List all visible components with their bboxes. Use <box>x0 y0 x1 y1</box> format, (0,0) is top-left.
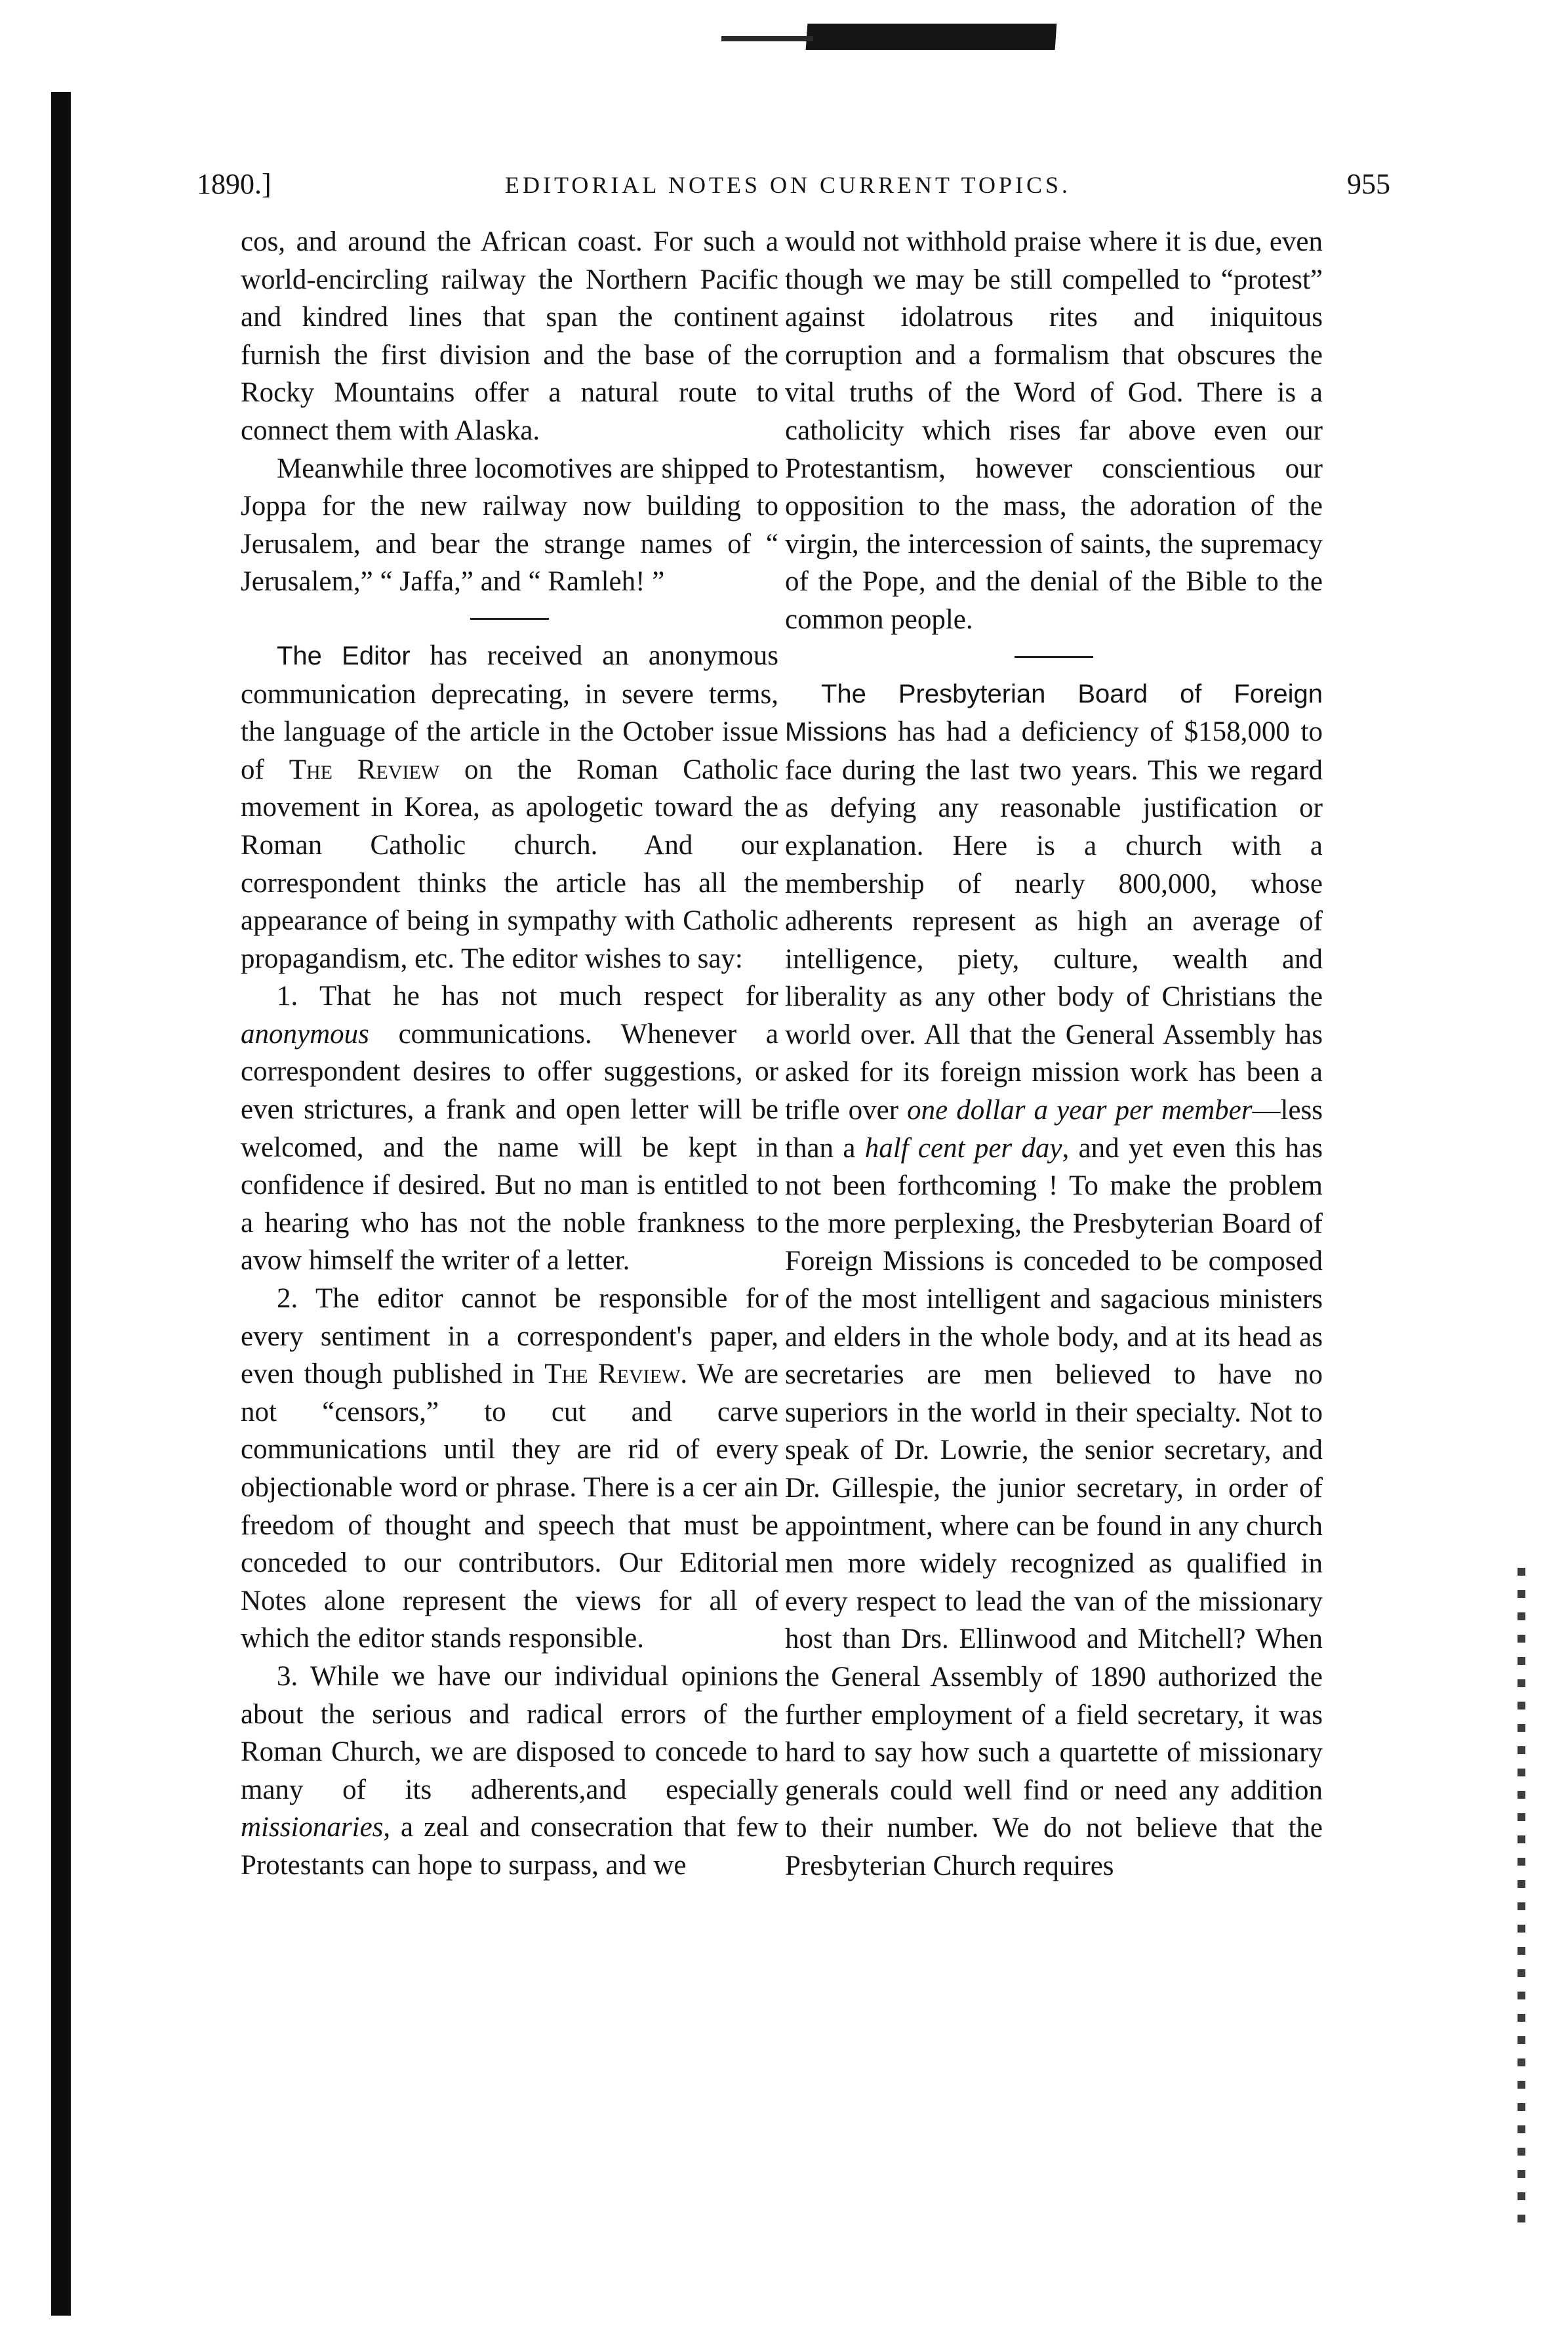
scan-edge-mark-left <box>51 92 71 2316</box>
page-number: 955 <box>1347 168 1390 200</box>
running-head: EDITORIAL NOTES ON CURRENT TOPICS. <box>505 172 1072 198</box>
left-column <box>241 223 778 1885</box>
paragraph-point-2: 2. The editor cannot be responsible for every sentiment in a correspondent's paper, even though published in The Review. We are not “censors,” to cut and carve communications until they are rid of every objectionable word or phrase. There is a cer ain freedom of thought and speech that must be conceded to our contributors. Our Editorial Notes alone represent the views for all of which the editor stands responsible. <box>241 1283 779 1654</box>
journal-name: The Review <box>544 1359 681 1390</box>
paragraph-point-1: 1. That he has not much respect for anonymous communications. Whenever a correspondent desires to offer suggestions, or even strictures, a frank and open letter will be welcomed, and the name will be kept in confidence if desired. But no man is entitled to a hearing who has not the noble frankness to avow himself the writer of a letter. <box>241 981 778 1277</box>
run-in-heading: The Editor <box>277 641 411 670</box>
scan-edge-mark-right <box>1502 1568 1541 2237</box>
section-divider <box>470 618 549 620</box>
paragraph-catholicity: would not withhold praise where it is due, even though we may be still compelled to “protest” against idolatrous rites and iniquitous corruption and a formalism that obscures the vital truths of the Word of God. There is a catholicity which rises far above even our Protestantism, however conscientious our opposition to the mass, the adoration of the virgin, the intercession of saints, the supremacy of the Pope, and the denial of the Bible to the common people. <box>785 226 1323 635</box>
scan-edge-mark-top-thin <box>721 36 813 41</box>
paragraph-point-3: 3. While we have our individual opinions about the serious and radical errors of the Roman Church, we are disposed to concede to many of its adherents,and especially missionaries, a zeal and consecration that few Protestants can hope to surpass, and we <box>241 1660 778 1881</box>
journal-name: The Review <box>289 754 440 785</box>
paragraph-anonymous-communication: The Editor has received an anonymous communication deprecating, in severe terms, the language of the article in the October issue of The Review on the Roman Catholic movement in Korea, as apologetic toward the Roman Catholic church. And our correspondent thinks the article has all the appearance of being in sympathy with Catholic propagandism, etc. The editor wishes to say: <box>241 640 779 974</box>
section-divider <box>1015 656 1093 658</box>
run-in-heading: The Presbyterian Board of Foreign Missions <box>785 679 1323 747</box>
paragraph-locomotives: Meanwhile three locomotives are shipped to Joppa for the new railway now building to Jerusalem, and bear the strange names of “ Jerusalem,” “ Jaffa,” and “ Ramleh! ” <box>241 453 778 598</box>
scan-edge-mark-top <box>806 24 1057 50</box>
right-column <box>785 223 1323 1885</box>
paragraph-continuation: cos, and around the African coast. For such a world-encircling railway the Northern Pacific and kindred lines that span the continent furnish the first division and the base of the Rocky Mountains offer a natural route to connect them with Alaska. <box>241 226 778 446</box>
paragraph-presbyterian-board: The Presbyterian Board of Foreign Missions has had a deficiency of $158,000 to face during the last two years. This we regard as defying any reasonable justification or explanation. Here is a church with a membership of nearly 800,000, whose adherents represent as high an average of intelligence, piety, culture, wealth and liberality as any other body of Christians the world over. All that the General Assembly has asked for its foreign mission work has been a trifle over one dollar a year per member—less than a half cent per day, and yet even this has not been forthcoming ! To make the problem the more perplexing, the Presbyterian Board of Foreign Missions is conceded to be composed of the most intelligent and sagacious ministers and elders in the whole body, and at its head as secretaries are men believed to have no superiors in the world in their specialty. Not to speak of Dr. Lowrie, the senior secretary, and Dr. Gillespie, the junior secretary, in order of appointment, where can be found in any church men more widely recognized as qualified in every respect to lead the van of the missionary host than Drs. Ellinwood and Mitchell? When the General Assembly of 1890 authorized the further employment of a field secretary, it was hard to say how such a quartette of missionary generals could well find or need any addition to their number. We do not believe that the Presbyterian Church requires <box>785 679 1323 1881</box>
header-year: 1890.] <box>197 168 271 200</box>
page-header <box>197 167 1390 207</box>
